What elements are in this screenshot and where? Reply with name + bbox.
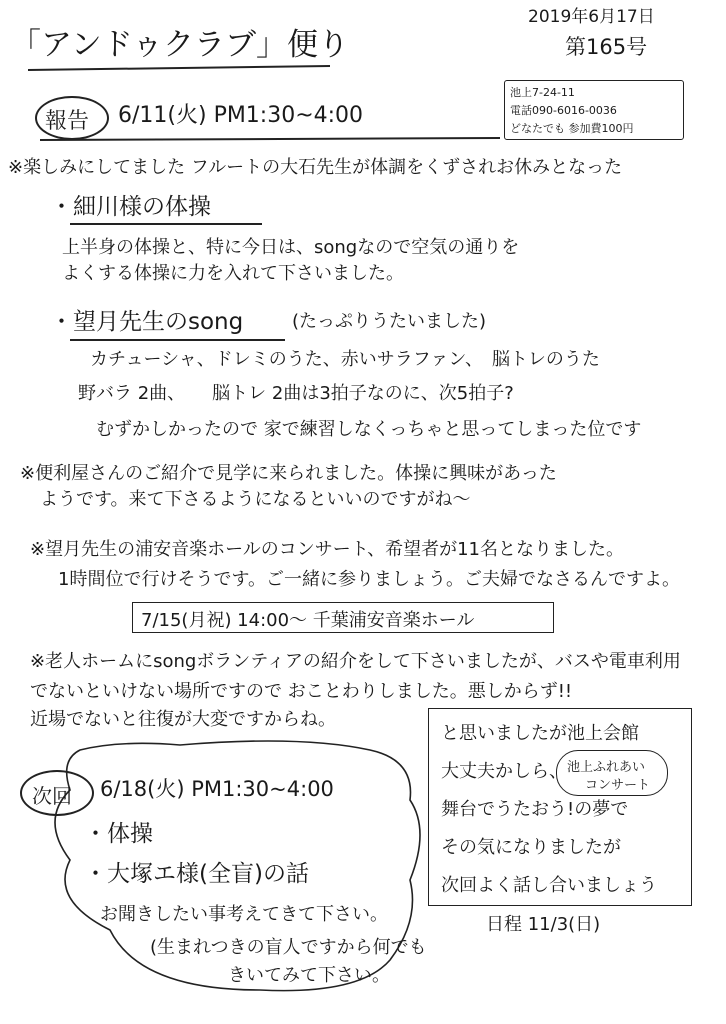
next-item-talk: ・大塚エ様(全盲)の話	[84, 861, 309, 887]
concert-note-line-1: ※望月先生の浦安音楽ホールのコンサート、希望者が11名となりました。	[30, 539, 625, 560]
schedule-date: 日程 11/3(日)	[486, 914, 601, 935]
next-badge-label: 次回	[32, 784, 72, 808]
song-line-2: 野バラ 2曲、 脳トレ 2曲は3拍子なのに、次5拍子?	[78, 383, 514, 404]
next-instruction-1: お聞きしたい事考えてきて下さい。	[100, 904, 388, 925]
concert-name-bubble	[556, 750, 668, 796]
report-datetime: 6/11(火) PM1:30~4:00	[118, 103, 364, 128]
section-heading-exercise: ・細川様の体操	[50, 194, 211, 220]
next-datetime: 6/18(火) PM1:30~4:00	[100, 777, 334, 801]
song-line-3: むずかしかったので 家で練習しなくっちゃと思ってしまった位です	[96, 419, 642, 440]
bubble-line-2: コンサート	[585, 778, 651, 793]
issue-date: 2019年6月17日	[528, 7, 655, 27]
volunteer-note-line-2: でないといけない場所ですので おことわりしました。悪しからず!!	[30, 681, 573, 702]
contact-box	[504, 80, 684, 140]
visitor-note-line-2: ようです。来て下さるようになるといいのですがね〜	[40, 489, 471, 510]
bubble-line-1: 池上ふれあい	[567, 760, 646, 775]
volunteer-note-line-1: ※老人ホームにsongボランティアの紹介をして下さいましたが、バスや電車利用	[30, 651, 681, 672]
report-note-1: ※楽しみにしてました フルートの大石先生が体調をくずされお休みとなった	[8, 157, 623, 178]
volunteer-note-line-3: 近場でないと往復が大変ですからね。	[30, 709, 336, 730]
report-badge	[35, 96, 109, 140]
contact-fee: どなたでも 参加費100円	[510, 122, 634, 135]
next-instruction-3: きいてみて下さい。	[228, 965, 390, 986]
concert-info: 7/15(月祝) 14:00〜 千葉浦安音楽ホール	[141, 610, 475, 631]
visitor-note-line-1: ※便利屋さんのご紹介で見学に来られました。体操に興味があった	[20, 463, 557, 484]
exercise-line-2: よくする体操に力を入れて下さいました。	[62, 263, 404, 284]
report-badge-label: 報告	[45, 109, 90, 134]
concert-note-line-2: 1時間位で行けそうです。ご一緒に参りましょう。ご夫婦でなさるんですよ。	[58, 569, 681, 590]
next-instruction-2: (生まれつきの盲人ですから何でも	[150, 937, 427, 958]
side-line-2: 大丈夫かしら、	[441, 761, 567, 782]
contact-address: 池上7-24-11	[510, 86, 575, 99]
next-session-badge	[20, 770, 94, 816]
side-note-box	[428, 708, 692, 906]
side-line-3: 舞台でうたおう!の夢で	[441, 799, 629, 820]
exercise-line-1: 上半身の体操と、特に今日は、songなので空気の通りを	[62, 237, 520, 258]
side-line-1: と思いましたが池上会館	[441, 723, 639, 744]
section-heading-song: ・望月先生のsong	[50, 309, 244, 335]
newsletter-title: 「アンドゥクラブ」便り	[10, 27, 349, 63]
contact-phone: 電話090-6016-0036	[510, 104, 617, 117]
side-line-5: 次回よく話し合いましょう	[441, 875, 657, 896]
issue-number: 第165号	[565, 35, 648, 59]
side-line-4: その気になりましたが	[441, 837, 621, 858]
song-line-1: カチューシャ、ドレミのうた、赤いサラファン、 脳トレのうた	[90, 349, 600, 370]
next-item-exercise: ・体操	[84, 821, 153, 847]
concert-info-box	[132, 602, 554, 633]
song-subnote: (たっぷりうたいました)	[292, 311, 487, 332]
